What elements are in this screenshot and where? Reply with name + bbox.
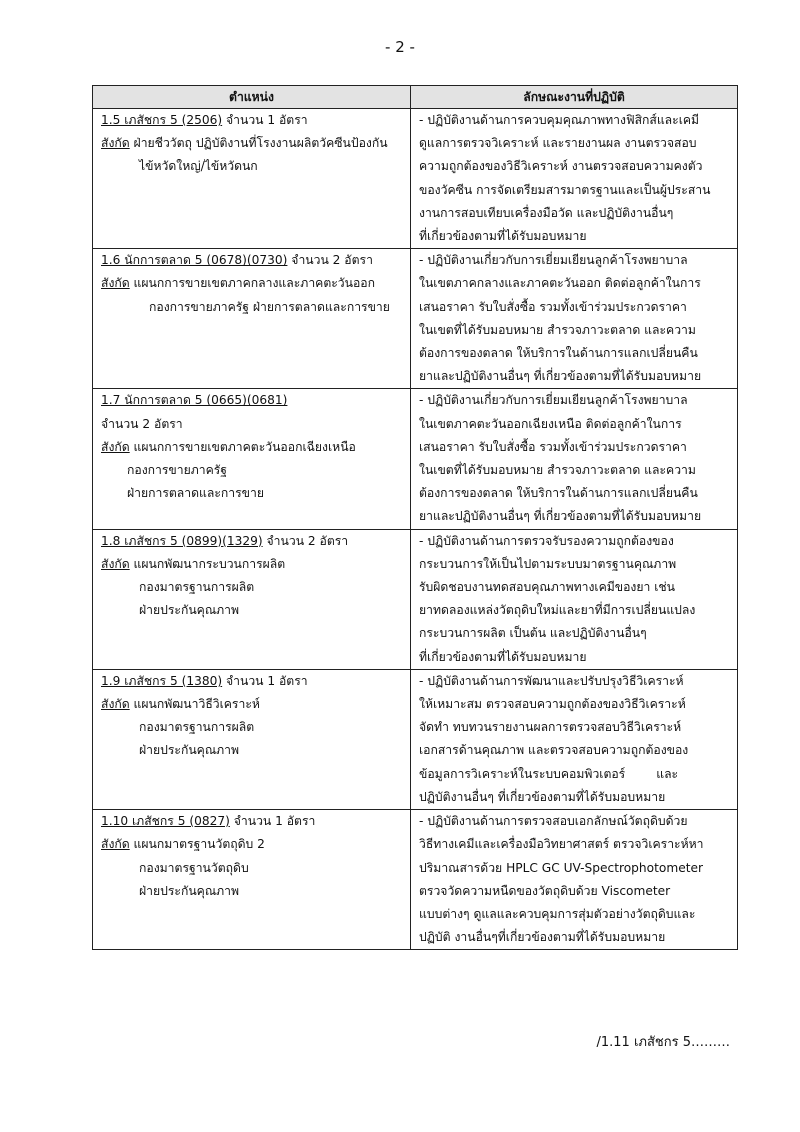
position-code: 1.8 เภสัชกร 5 (0899)(1329) <box>101 533 263 548</box>
description-line: ที่เกี่ยวข้องตามที่ได้รับมอบหมาย <box>419 649 587 664</box>
description-line: ปฏิบัติ งานอื่นๆที่เกี่ยวข้องตามที่ได้รับมอบหมาย <box>419 930 666 945</box>
position-code: 1.7 นักการตลาด 5 (0665)(0681) <box>101 393 288 408</box>
description-line: ในเขตที่ได้รับมอบหมาย สำรวจภาวะตลาด และความ <box>419 463 696 478</box>
description-line: กระบวนการผลิต เป็นต้น และปฏิบัติงานอื่นๆ <box>419 626 647 641</box>
affiliation-unit: ฝ่ายการตลาดและการขาย <box>127 486 264 501</box>
affiliation-label: สังกัด <box>101 439 130 454</box>
description-line: ต้องการของตลาด ให้บริการในด้านการแลกเปลี่ยนคืน <box>419 346 698 361</box>
description-line: ข้อมูลการวิเคราะห์ในระบบคอมพิวเตอร์ และ <box>419 766 679 781</box>
description-line: - ปฏิบัติงานด้านการตรวจสอบเอกลักษณ์วัตถุดิบด้วย <box>419 814 688 829</box>
description-line: - ปฏิบัติงานด้านการพัฒนาและปรับปรุงวิธีวิเคราะห์ <box>419 673 684 688</box>
column-header-position: ตำแหน่ง <box>93 86 411 109</box>
position-cell <box>93 249 411 389</box>
affiliation-unit: ไข้หวัดใหญ่/ไข้หวัดนก <box>139 159 258 174</box>
description-line: ความถูกต้องของวิธีวิเคราะห์ งานตรวจสอบความคงตัว <box>419 159 703 174</box>
description-line: - ปฏิบัติงานด้านการตรวจรับรองความถูกต้องของ <box>419 533 674 548</box>
affiliation-unit: แผนกการขายเขตภาคตะวันออกเฉียงเหนือ <box>129 439 356 454</box>
table-row <box>93 389 738 529</box>
job-description-cell <box>411 249 738 389</box>
table-header-row <box>93 86 738 109</box>
position-cell <box>93 669 411 809</box>
affiliation-unit: กองมาตรฐานการผลิต <box>139 580 255 595</box>
job-description-cell <box>411 389 738 529</box>
description-line: ในเขตที่ได้รับมอบหมาย สำรวจภาวะตลาด และความ <box>419 322 696 337</box>
description-line: เสนอราคา รับใบสั่งซื้อ รวมทั้งเข้าร่วมประกวดราคา <box>419 299 687 314</box>
description-line: ยาและปฏิบัติงานอื่นๆ ที่เกี่ยวข้องตามที่ได้รับมอบหมาย <box>419 509 702 524</box>
affiliation-unit: ฝ่ายประกันคุณภาพ <box>139 743 240 758</box>
affiliation-unit: กองมาตรฐานวัตถุดิบ <box>139 860 249 875</box>
affiliation-label: สังกัด <box>101 697 130 712</box>
position-code: 1.9 เภสัชกร 5 (1380) <box>101 673 223 688</box>
position-count: จำนวน 2 อัตรา <box>101 416 183 431</box>
description-line: ให้เหมาะสม ตรวจสอบความถูกต้องของวิธีวิเคราะห์ <box>419 697 686 712</box>
affiliation-unit: ฝ่ายชีววัตถุ ปฏิบัติงานที่โรงงานผลิตวัคซีนป้องกัน <box>129 136 388 151</box>
affiliation-label: สังกัด <box>101 837 130 852</box>
description-line: ตรวจวัดความหนืดของวัตถุดิบด้วย Viscometer <box>419 883 671 898</box>
description-line: กระบวนการให้เป็นไปตามระบบมาตรฐานคุณภาพ <box>419 556 677 571</box>
position-cell <box>93 389 411 529</box>
description-line: ต้องการของตลาด ให้บริการในด้านการแลกเปลี่ยนคืน <box>419 486 698 501</box>
affiliation-unit: แผนกพัฒนากระบวนการผลิต <box>129 556 286 571</box>
description-line: ของวัคซีน การจัดเตรียมสารมาตรฐานและเป็นผู้ประสาน <box>419 182 711 197</box>
position-code: 1.5 เภสัชกร 5 (2506) <box>101 113 223 127</box>
position-code: 1.10 เภสัชกร 5 (0827) <box>101 814 230 829</box>
description-line: - ปฏิบัติงานเกี่ยวกับการเยี่ยมเยียนลูกค้าโรงพยาบาล <box>419 393 688 408</box>
description-line: ยาและปฏิบัติงานอื่นๆ ที่เกี่ยวข้องตามที่ได้รับมอบหมาย <box>419 369 702 384</box>
affiliation-unit: ฝ่ายประกันคุณภาพ <box>139 883 240 898</box>
job-description-cell <box>411 810 738 950</box>
description-line: ดูแลการตรวจวิเคราะห์ และรายงานผล งานตรวจสอบ <box>419 136 697 151</box>
affiliation-unit: แผนกพัฒนาวิธีวิเคราะห์ <box>129 697 260 712</box>
position-count: จำนวน 2 อัตรา <box>262 533 349 548</box>
description-line: เอกสารด้านคุณภาพ และตรวจสอบความถูกต้องของ <box>419 743 689 758</box>
affiliation-unit: แผนกมาตรฐานวัตถุดิบ 2 <box>129 837 265 852</box>
job-description-cell <box>411 529 738 669</box>
table-row <box>93 109 738 249</box>
affiliation-label: สังกัด <box>101 556 130 571</box>
description-line: แบบต่างๆ ดูแลและควบคุมการสุ่มตัวอย่างวัตถุดิบและ <box>419 906 696 921</box>
affiliation-unit: กองการขายภาครัฐ ฝ่ายการตลาดและการขาย <box>149 299 390 314</box>
job-description-cell <box>411 669 738 809</box>
position-cell <box>93 109 411 249</box>
description-line: วิธีทางเคมีและเครื่องมือวิทยาศาสตร์ ตรวจวิเคราะห์หา <box>419 837 704 852</box>
description-line: ปฏิบัติงานอื่นๆ ที่เกี่ยวข้องตามที่ได้รับมอบหมาย <box>419 789 666 804</box>
description-line: เสนอราคา รับใบสั่งซื้อ รวมทั้งเข้าร่วมประกวดราคา <box>419 439 687 454</box>
affiliation-unit: แผนกการขายเขตภาคกลางและภาคตะวันออก <box>129 276 375 291</box>
table-row <box>93 669 738 809</box>
table-row <box>93 529 738 669</box>
position-count: จำนวน 1 อัตรา <box>222 673 308 688</box>
description-line: ที่เกี่ยวข้องตามที่ได้รับมอบหมาย <box>419 229 587 244</box>
table-row <box>93 810 738 950</box>
description-line: งานการสอบเทียบเครื่องมือวัด และปฏิบัติงานอื่นๆ <box>419 205 674 220</box>
position-count: จำนวน 1 อัตรา <box>222 113 308 127</box>
description-line: - ปฏิบัติงานด้านการควบคุมคุณภาพทางฟิสิกส์และเคมี <box>419 113 700 127</box>
positions-table <box>92 85 738 950</box>
affiliation-unit: กองการขายภาครัฐ <box>127 463 228 478</box>
position-count: จำนวน 1 อัตรา <box>229 814 316 829</box>
description-line: ปริมาณสารด้วย HPLC GC UV-Spectrophotometer <box>419 860 703 875</box>
description-line: จัดทำ ทบทวนรายงานผลการตรวจสอบวิธีวิเคราะห์ <box>419 720 682 735</box>
continuation-note: /1.11 เภสัชกร 5……… <box>596 1035 730 1050</box>
affiliation-unit: กองมาตรฐานการผลิต <box>139 720 255 735</box>
affiliation-label: สังกัด <box>101 276 130 291</box>
description-line: ในเขตภาคตะวันออกเฉียงเหนือ ติดต่อลูกค้าในการ <box>419 416 682 431</box>
description-line: - ปฏิบัติงานเกี่ยวกับการเยี่ยมเยียนลูกค้าโรงพยาบาล <box>419 253 688 268</box>
affiliation-unit: ฝ่ายประกันคุณภาพ <box>139 603 240 618</box>
column-header-job-description: ลักษณะงานที่ปฏิบัติ <box>411 86 738 109</box>
position-count: จำนวน 2 อัตรา <box>287 253 373 268</box>
position-cell <box>93 810 411 950</box>
description-line: ยาทดลองแหล่งวัตถุดิบใหม่และยาที่มีการเปลี่ยนแปลง <box>419 603 696 618</box>
position-cell <box>93 529 411 669</box>
table-row <box>93 249 738 389</box>
job-description-cell <box>411 109 738 249</box>
page-number: - 2 - <box>385 38 415 56</box>
description-line: ในเขตภาคกลางและภาคตะวันออก ติดต่อลูกค้าในการ <box>419 276 701 291</box>
description-line: รับผิดชอบงานทดสอบคุณภาพทางเคมีของยา เช่น <box>419 580 676 595</box>
affiliation-label: สังกัด <box>101 136 130 151</box>
position-code: 1.6 นักการตลาด 5 (0678)(0730) <box>101 253 288 268</box>
